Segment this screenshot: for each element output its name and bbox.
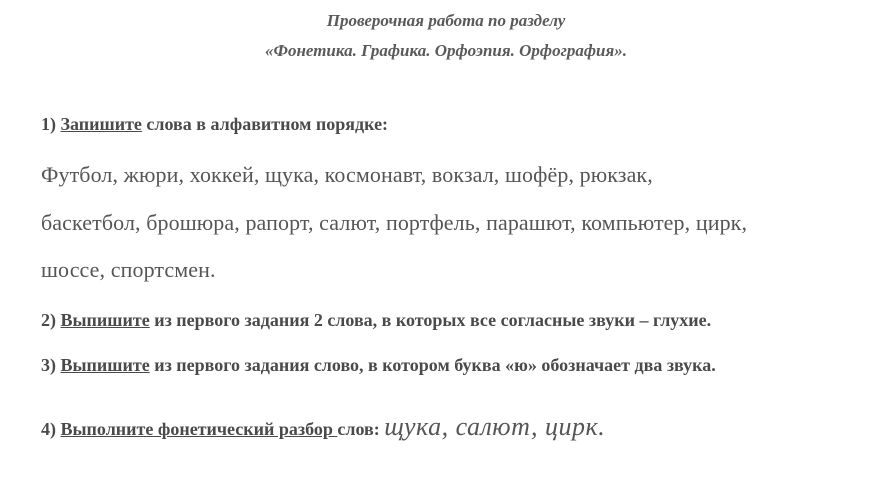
task-4-number: 4) — [41, 419, 61, 439]
task-1-number: 1) — [41, 114, 61, 134]
word-list-line-1: Футбол, жюри, хоккей, щука, космонавт, вокзал, шофёр, рюкзак, — [41, 162, 653, 187]
task-3 — [41, 355, 716, 376]
task-1-text: слова в алфавитном порядке: — [141, 114, 389, 134]
task-4 — [41, 412, 605, 442]
task-2 — [41, 310, 711, 331]
task-2-verb: Выпишите — [60, 310, 150, 330]
task-2-number: 2) — [41, 310, 61, 330]
task-1 — [41, 114, 388, 135]
task-3-text: из первого задания слово, в котором буква «ю» обозначает два звука. — [149, 355, 716, 375]
task-2-text: из первого задания 2 слова, в которых все согласные звуки – глухие. — [149, 310, 712, 330]
task-4-text: слов: — [337, 419, 385, 439]
task-1-verb: Запишите — [60, 114, 142, 134]
worksheet-subtitle: «Фонетика. Графика. Орфоэпия. Орфография». — [265, 41, 627, 60]
word-list-line-2: баскетбол, брошюра, рапорт, салют, портфель, парашют, компьютер, цирк, — [41, 210, 748, 235]
worksheet-title: Проверочная работа по разделу — [326, 11, 566, 30]
word-list-line-3: шоссе, спортсмен. — [41, 257, 216, 282]
task-3-verb: Выпишите — [60, 355, 150, 375]
task-4-target-words: щука, салют, цирк. — [384, 412, 606, 441]
task-4-instruction: Выполните фонетический разбор — [60, 419, 338, 439]
task-3-number: 3) — [41, 355, 61, 375]
